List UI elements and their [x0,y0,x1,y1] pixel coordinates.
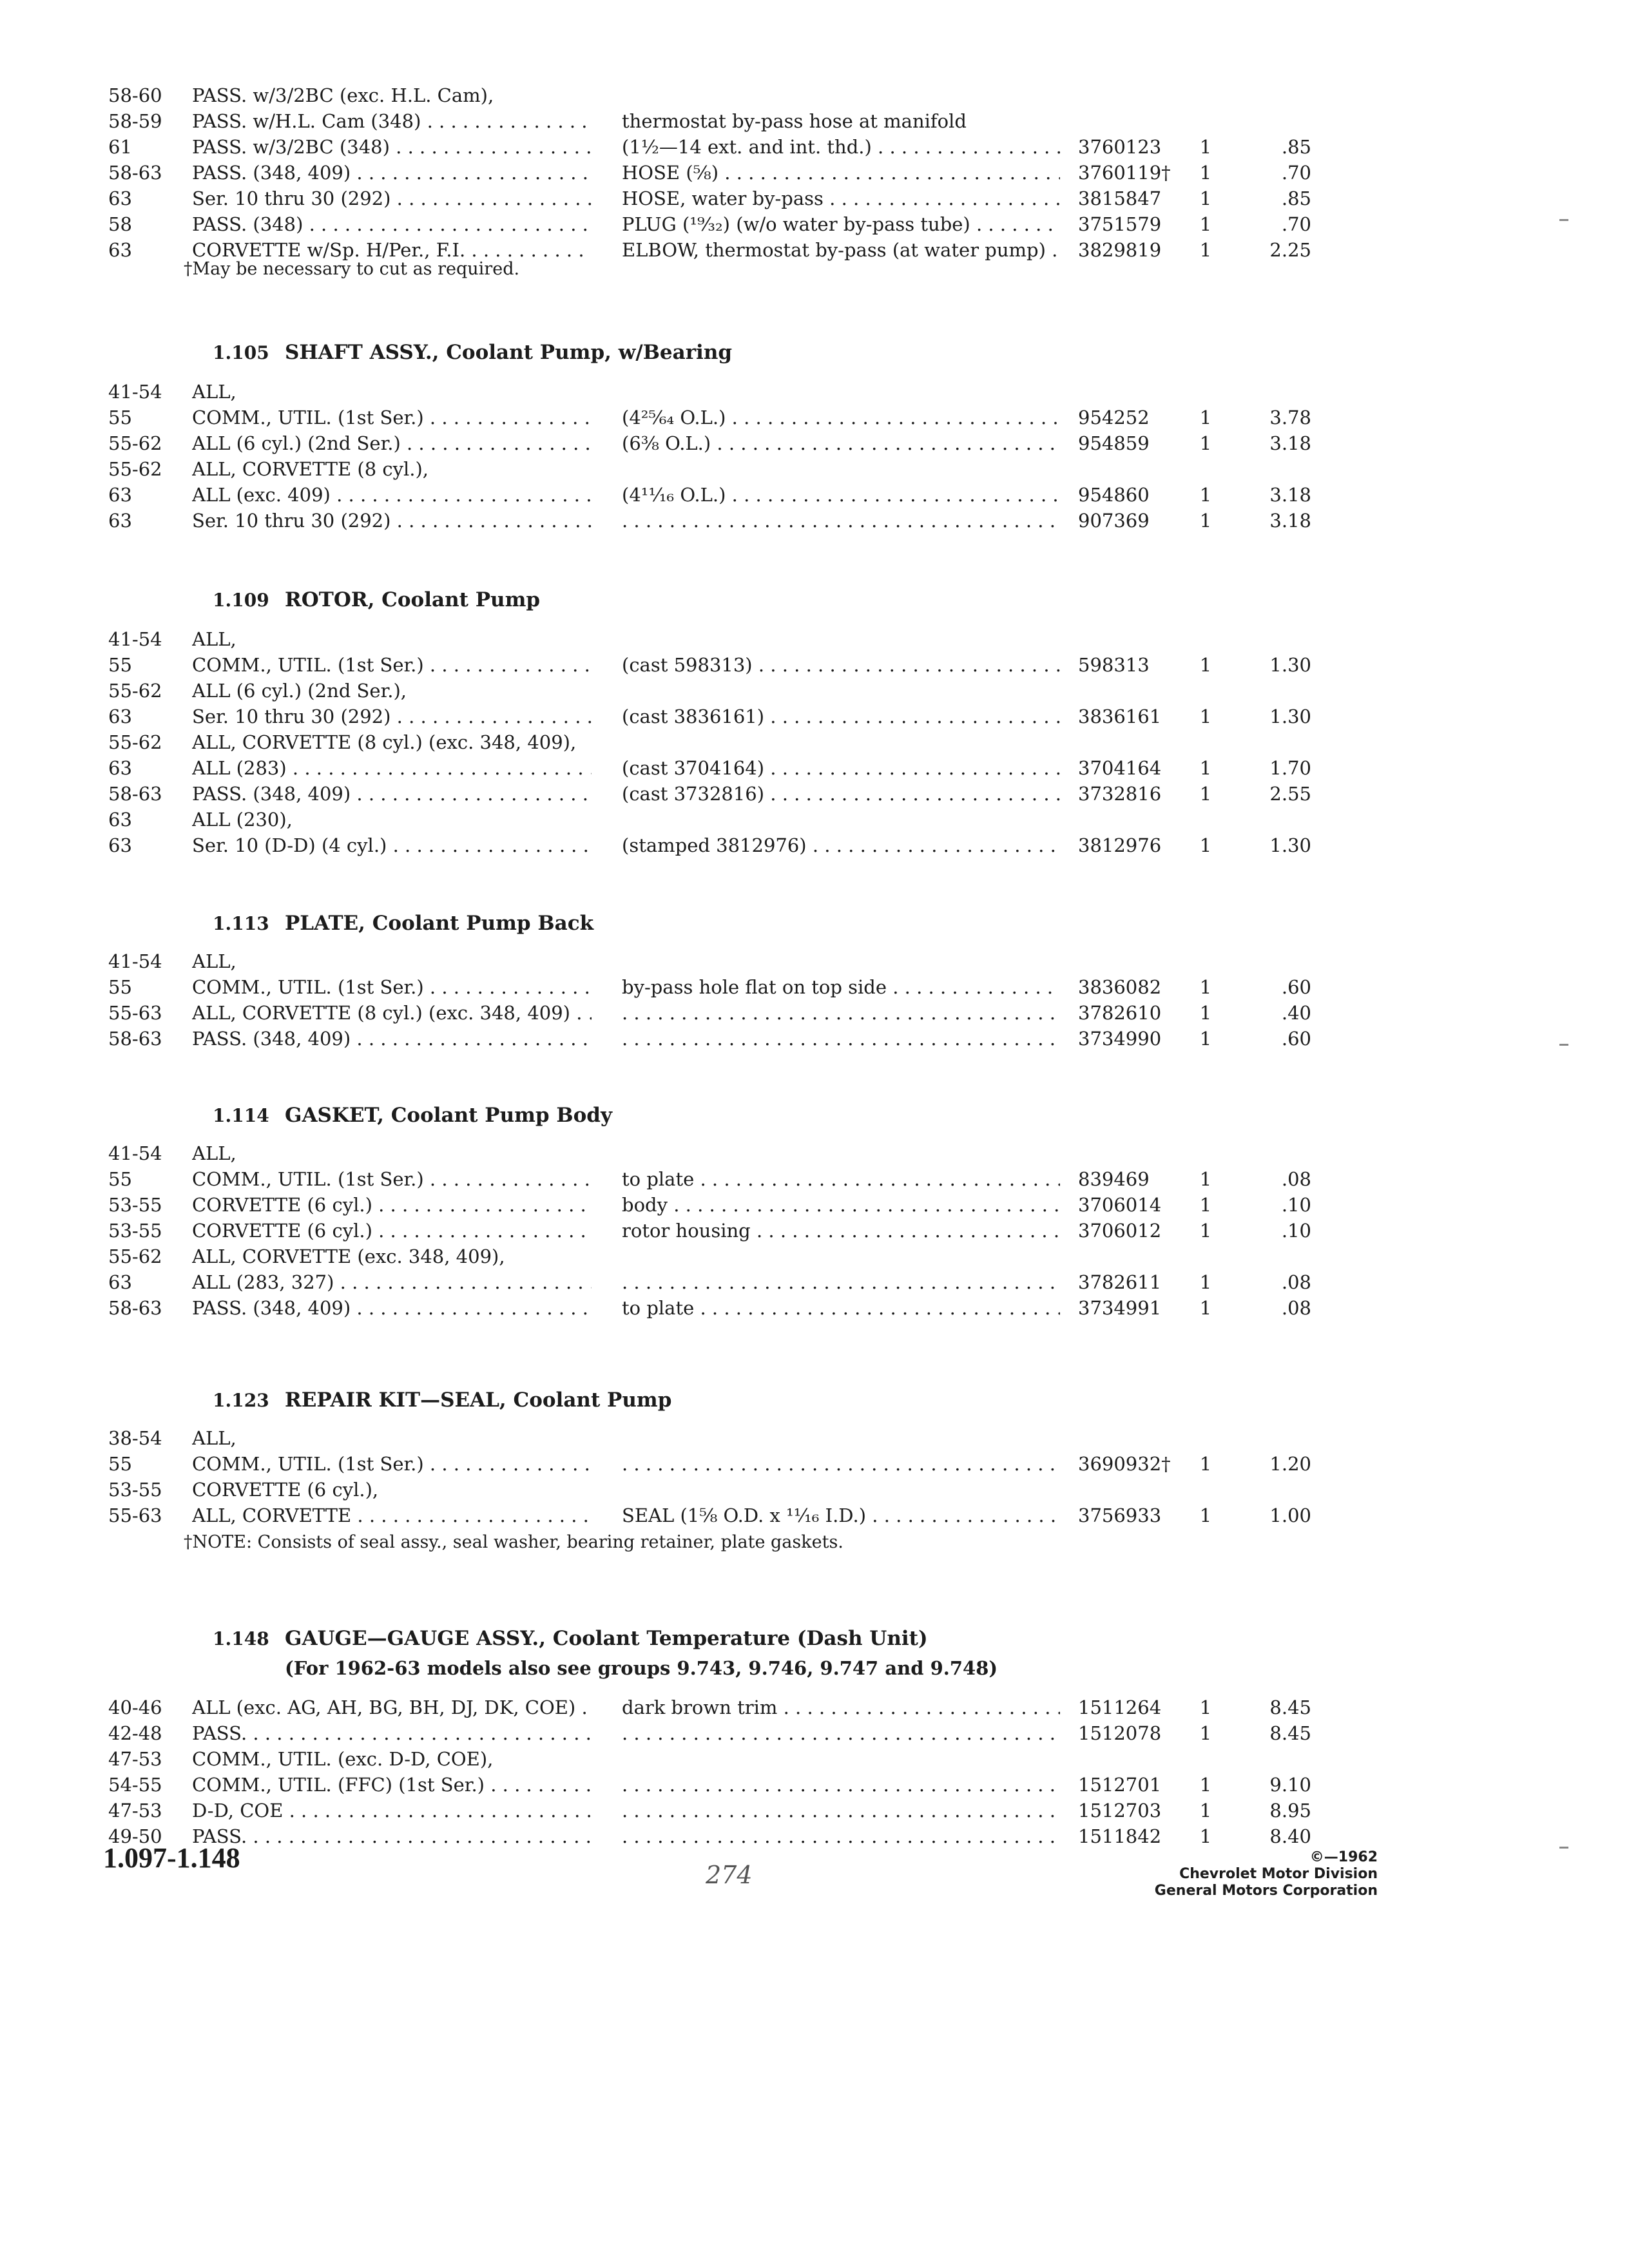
year-cell: 53-55 [108,1479,162,1501]
year-cell: 55-62 [108,731,162,753]
description-cell [622,1026,1060,1052]
model-cell: ALL (exc. 409) . . . [192,482,592,508]
model-cell: COMM., UTIL. (1st Ser.) . . . [192,1451,592,1477]
section-heading [213,1387,671,1414]
division-name: Chevrolet Motor Division [1179,1866,1378,1882]
table-row [0,430,1629,459]
part-number-cell: 3836082 [1078,976,1162,998]
section-note: †May be necessary to cut as required. [184,259,520,279]
model-cell: ALL, CORVETTE . . . [192,1503,592,1528]
price-cell: .60 [1281,1028,1311,1050]
description-cell: by-pass hole flat on top side . . . [622,974,1060,1000]
price-cell: 1.30 [1269,834,1311,856]
price-cell: 3.18 [1269,510,1311,532]
price-cell: .10 [1281,1194,1311,1216]
price-cell: .60 [1281,976,1311,998]
table-row [0,1000,1629,1028]
year-cell: 63 [108,187,132,209]
table-row [0,729,1629,758]
year-cell: 63 [108,239,132,261]
part-number-cell: 3734991 [1078,1297,1162,1319]
table-row [0,1823,1629,1852]
year-cell: 55 [108,407,132,428]
section-number: 1.148 [213,1628,269,1649]
year-cell: 54-55 [108,1774,162,1796]
price-cell: 8.95 [1269,1800,1311,1821]
year-cell: 38-54 [108,1427,162,1449]
description-cell: (cast 3704164) . . . [622,755,1060,781]
description-cell: (stamped 3812976) . . . [622,832,1060,858]
model-cell: CORVETTE (6 cyl.) . . . [192,1192,592,1218]
part-number-cell: 3704164 [1078,757,1162,779]
model-cell: ALL (283, 327) . . . [192,1269,592,1295]
part-number-cell: 3734990 [1078,1028,1162,1050]
description-cell: thermostat by-pass hose at manifold [622,110,967,132]
model-cell: ALL, CORVETTE (8 cyl.) (exc. 348, 409), [192,731,577,753]
description-cell: (cast 3836161) . . . [622,704,1060,729]
quantity-cell: 1 [1199,510,1212,532]
model-cell: CORVETTE w/Sp. H/Per., F.I. . . . [192,237,592,263]
description-cell: ELBOW, thermostat by-pass (at water pump) . . . [622,237,1060,263]
part-number-cell: 907369 [1078,510,1150,532]
description-cell: (cast 3732816) . . . [622,781,1060,807]
part-number-cell: 3812976 [1078,834,1162,856]
price-cell: 3.18 [1269,432,1311,454]
description-cell [622,1798,1060,1823]
table-row [0,807,1629,835]
quantity-cell: 1 [1199,706,1212,727]
quantity-cell: 1 [1199,1696,1212,1718]
corporation-name: General Motors Corporation [1154,1883,1378,1899]
year-cell: 55-63 [108,1002,162,1024]
table-row [0,755,1629,783]
year-cell: 41-54 [108,381,162,403]
section-title: ROTOR, Coolant Pump [285,588,541,611]
year-cell: 63 [108,834,132,856]
part-number-cell: 839469 [1078,1168,1150,1190]
table-row [0,1140,1629,1169]
quantity-cell: 1 [1199,1800,1212,1821]
price-cell: .10 [1281,1220,1311,1242]
section-title: GAUGE—GAUGE ASSY., Coolant Temperature (Dash Unit) [285,1627,928,1650]
model-cell: Ser. 10 (D-D) (4 cyl.) . . . [192,832,592,858]
model-cell: PASS. . . . [192,1720,592,1746]
table-row [0,82,1629,111]
section-number: 1.109 [213,590,269,611]
quantity-cell: 1 [1199,162,1212,184]
description-cell: (6⅜ O.L.) . . . [622,430,1060,456]
table-row [0,211,1629,240]
quantity-cell: 1 [1199,1168,1212,1190]
table-row [0,1746,1629,1774]
year-cell: 49-50 [108,1825,162,1847]
year-cell: 58-63 [108,783,162,805]
model-cell: ALL, [192,1142,236,1164]
quantity-cell: 1 [1199,484,1212,506]
year-cell: 55-62 [108,680,162,702]
quantity-cell: 1 [1199,757,1212,779]
model-cell: CORVETTE (6 cyl.), [192,1479,379,1501]
description-cell: rotor housing . . . [622,1218,1060,1244]
table-row [0,186,1629,214]
table-row [0,1218,1629,1246]
model-cell: COMM., UTIL. (exc. D-D, COE), [192,1748,494,1770]
price-cell: 9.10 [1269,1774,1311,1796]
year-cell: 55-62 [108,458,162,480]
model-cell: PASS. w/H.L. Cam (348) . . . [192,108,592,134]
table-row [0,974,1629,1003]
part-number-cell: 954252 [1078,407,1150,428]
quantity-cell: 1 [1199,432,1212,454]
table-row [0,1451,1629,1479]
table-row [0,1269,1629,1298]
description-cell [622,1720,1060,1746]
section-title: REPAIR KIT—SEAL, Coolant Pump [285,1389,672,1412]
price-cell: .85 [1281,187,1311,209]
section-number: 1.105 [213,342,269,363]
price-cell: 1.70 [1269,757,1311,779]
description-cell [622,1823,1060,1849]
footer-group-range: 1.097-1.148 [103,1842,240,1874]
description-cell: (4¹¹⁄₁₆ O.L.) . . . [622,482,1060,508]
description-cell: SEAL (1⅝ O.D. x ¹¹⁄₁₆ I.D.) . . . [622,1503,1060,1528]
model-cell: ALL, [192,1427,236,1449]
part-number-cell: 598313 [1078,654,1150,676]
part-number-cell: 3829819 [1078,239,1162,261]
table-row [0,948,1629,977]
quantity-cell: 1 [1199,1297,1212,1319]
part-number-cell: 3732816 [1078,783,1162,805]
model-cell: ALL, CORVETTE (exc. 348, 409), [192,1245,505,1267]
model-cell: CORVETTE (6 cyl.) . . . [192,1218,592,1244]
description-cell [622,1772,1060,1798]
price-cell: 1.30 [1269,654,1311,676]
year-cell: 55 [108,1453,132,1475]
section-note: †NOTE: Consists of seal assy., seal washer, bearing retainer, plate gaskets. [184,1532,843,1552]
price-cell: 8.40 [1269,1825,1311,1847]
model-cell: PASS. (348, 409) . . . [192,160,592,186]
table-row [0,405,1629,433]
model-cell: COMM., UTIL. (1st Ser.) . . . [192,405,592,430]
part-number-cell: 1512078 [1078,1722,1162,1744]
model-cell: COMM., UTIL. (1st Ser.) . . . [192,1166,592,1192]
year-cell: 63 [108,706,132,727]
description-cell: (cast 598313) . . . [622,652,1060,678]
quantity-cell: 1 [1199,1774,1212,1796]
scan-mark [1559,1044,1568,1046]
part-number-cell: 3760119† [1078,162,1171,184]
model-cell: ALL (6 cyl.) (2nd Ser.), [192,680,407,702]
part-number-cell: 3782611 [1078,1271,1162,1293]
quantity-cell: 1 [1199,1271,1212,1293]
description-cell: to plate . . . [622,1295,1060,1321]
table-row [0,626,1629,655]
model-cell: PASS. (348) . . . [192,211,592,237]
table-row [0,1798,1629,1826]
table-row [0,704,1629,732]
model-cell: ALL (230), [192,809,293,831]
part-number-cell: 3706014 [1078,1194,1162,1216]
year-cell: 53-55 [108,1220,162,1242]
model-cell: Ser. 10 thru 30 (292) . . . [192,704,592,729]
price-cell: 3.18 [1269,484,1311,506]
quantity-cell: 1 [1199,1002,1212,1024]
year-cell: 41-54 [108,950,162,972]
table-row [0,1192,1629,1220]
year-cell: 58-63 [108,1028,162,1050]
model-cell: Ser. 10 thru 30 (292) . . . [192,508,592,533]
price-cell: .70 [1281,162,1311,184]
part-number-cell: 3782610 [1078,1002,1162,1024]
model-cell: PASS. (348, 409) . . . [192,781,592,807]
quantity-cell: 1 [1199,1220,1212,1242]
table-row [0,652,1629,680]
model-cell: ALL, CORVETTE (8 cyl.) (exc. 348, 409) . . . [192,1000,592,1026]
part-number-cell: 3815847 [1078,187,1162,209]
section-title: GASKET, Coolant Pump Body [285,1104,612,1127]
part-number-cell: 1511264 [1078,1696,1162,1718]
price-cell: 3.78 [1269,407,1311,428]
part-number-cell: 3760123 [1078,136,1162,158]
quantity-cell: 1 [1199,136,1212,158]
year-cell: 63 [108,757,132,779]
table-row [0,781,1629,809]
footer-publisher [1155,1849,1378,1899]
price-cell: 1.30 [1269,706,1311,727]
quantity-cell: 1 [1199,239,1212,261]
quantity-cell: 1 [1199,187,1212,209]
part-number-cell: 954860 [1078,484,1150,506]
quantity-cell: 1 [1199,1453,1212,1475]
description-cell: (4²⁵⁄₆₄ O.L.) . . . [622,405,1060,430]
model-cell: ALL, CORVETTE (8 cyl.), [192,458,429,480]
part-number-cell: 954859 [1078,432,1150,454]
table-row [0,1244,1629,1272]
table-row [0,508,1629,536]
year-cell: 61 [108,136,132,158]
year-cell: 55-62 [108,1245,162,1267]
model-cell: ALL, [192,950,236,972]
part-number-cell: 1512701 [1078,1774,1162,1796]
price-cell: 8.45 [1269,1696,1311,1718]
price-cell: .08 [1281,1271,1311,1293]
year-cell: 63 [108,484,132,506]
description-cell: HOSE (⅝) . . . [622,160,1060,186]
section-heading [213,910,593,937]
description-cell [622,508,1060,533]
year-cell: 41-54 [108,1142,162,1164]
quantity-cell: 1 [1199,783,1212,805]
scan-mark [1559,1847,1568,1849]
section-title: SHAFT ASSY., Coolant Pump, w/Bearing [285,341,733,364]
table-row [0,1503,1629,1531]
model-cell: PASS. (348, 409) . . . [192,1295,592,1321]
year-cell: 42-48 [108,1722,162,1744]
model-cell: ALL (6 cyl.) (2nd Ser.) . . . [192,430,592,456]
copyright-notice: ©—1962 [1309,1849,1378,1865]
model-cell: PASS. w/3/2BC (348) . . . [192,134,592,160]
part-number-cell: 3756933 [1078,1504,1162,1526]
table-row [0,678,1629,706]
description-cell [622,1000,1060,1026]
model-cell: PASS. (348, 409) . . . [192,1026,592,1052]
description-cell: to plate . . . [622,1166,1060,1192]
quantity-cell: 1 [1199,1028,1212,1050]
quantity-cell: 1 [1199,213,1212,235]
page-number: 274 [706,1861,753,1889]
year-cell: 58-63 [108,162,162,184]
model-cell: ALL (exc. AG, AH, BG, BH, DJ, DK, COE) . . . [192,1695,592,1720]
part-number-cell: 1511842 [1078,1825,1162,1847]
price-cell: .08 [1281,1297,1311,1319]
table-row [0,1295,1629,1323]
part-number-cell: 3751579 [1078,213,1162,235]
section-number: 1.123 [213,1390,269,1411]
price-cell: 1.20 [1269,1453,1311,1475]
table-row [0,482,1629,510]
year-cell: 53-55 [108,1194,162,1216]
model-cell: COMM., UTIL. (1st Ser.) . . . [192,652,592,678]
year-cell: 63 [108,510,132,532]
table-row [0,1166,1629,1195]
table-row [0,160,1629,188]
model-cell: PASS. w/3/2BC (exc. H.L. Cam), [192,84,494,106]
year-cell: 47-53 [108,1800,162,1821]
description-cell: PLUG (¹⁹⁄₃₂) (w/o water by-pass tube) . . . [622,211,1060,237]
model-cell: ALL, [192,628,236,650]
year-cell: 58 [108,213,132,235]
table-row [0,1720,1629,1749]
section-number: 1.113 [213,913,269,934]
section-subtitle: (For 1962-63 models also see groups 9.743, 9.746, 9.747 and 9.748) [285,1657,998,1679]
table-row [0,456,1629,485]
model-cell: ALL (283) . . . [192,755,592,781]
quantity-cell: 1 [1199,1825,1212,1847]
price-cell: .08 [1281,1168,1311,1190]
scan-mark [1559,219,1568,221]
year-cell: 58-60 [108,84,162,106]
table-row [0,379,1629,407]
table-row [0,134,1629,162]
model-cell: COMM., UTIL. (1st Ser.) . . . [192,974,592,1000]
price-cell: 2.55 [1269,783,1311,805]
section-heading [213,586,540,614]
quantity-cell: 1 [1199,1194,1212,1216]
year-cell: 40-46 [108,1696,162,1718]
price-cell: 2.25 [1269,239,1311,261]
model-cell: ALL, [192,381,236,403]
part-number-cell: 3706012 [1078,1220,1162,1242]
model-cell: COMM., UTIL. (FFC) (1st Ser.) . . . [192,1772,592,1798]
section-heading [213,1102,612,1129]
table-row [0,1772,1629,1800]
year-cell: 55-63 [108,1504,162,1526]
description-cell: HOSE, water by-pass . . . [622,186,1060,211]
price-cell: .85 [1281,136,1311,158]
table-row [0,1695,1629,1723]
quantity-cell: 1 [1199,1722,1212,1744]
year-cell: 58-63 [108,1297,162,1319]
year-cell: 58-59 [108,110,162,132]
year-cell: 55 [108,976,132,998]
quantity-cell: 1 [1199,407,1212,428]
model-cell: D-D, COE . . . [192,1798,592,1823]
model-cell: Ser. 10 thru 30 (292) . . . [192,186,592,211]
section-heading [213,1625,928,1653]
quantity-cell: 1 [1199,1504,1212,1526]
quantity-cell: 1 [1199,976,1212,998]
description-cell: body . . . [622,1192,1060,1218]
year-cell: 41-54 [108,628,162,650]
table-row [0,1425,1629,1454]
description-cell: (1½—14 ext. and int. thd.) . . . [622,134,1060,160]
price-cell: 1.00 [1269,1504,1311,1526]
model-cell: PASS. . . . [192,1823,592,1849]
year-cell: 55-62 [108,432,162,454]
quantity-cell: 1 [1199,654,1212,676]
part-number-cell: 3690932† [1078,1453,1171,1475]
year-cell: 63 [108,809,132,831]
description-cell: dark brown trim . . . [622,1695,1060,1720]
price-cell: 8.45 [1269,1722,1311,1744]
section-number: 1.114 [213,1105,269,1126]
price-cell: .40 [1281,1002,1311,1024]
quantity-cell: 1 [1199,834,1212,856]
year-cell: 63 [108,1271,132,1293]
table-row [0,1026,1629,1054]
part-number-cell: 3836161 [1078,706,1162,727]
part-number-cell: 1512703 [1078,1800,1162,1821]
price-cell: .70 [1281,213,1311,235]
year-cell: 47-53 [108,1748,162,1770]
section-heading [213,339,732,367]
description-cell [622,1269,1060,1295]
table-row [0,108,1629,137]
table-row [0,1477,1629,1505]
year-cell: 55 [108,1168,132,1190]
year-cell: 55 [108,654,132,676]
table-row [0,832,1629,861]
section-title: PLATE, Coolant Pump Back [285,912,594,935]
description-cell [622,1451,1060,1477]
